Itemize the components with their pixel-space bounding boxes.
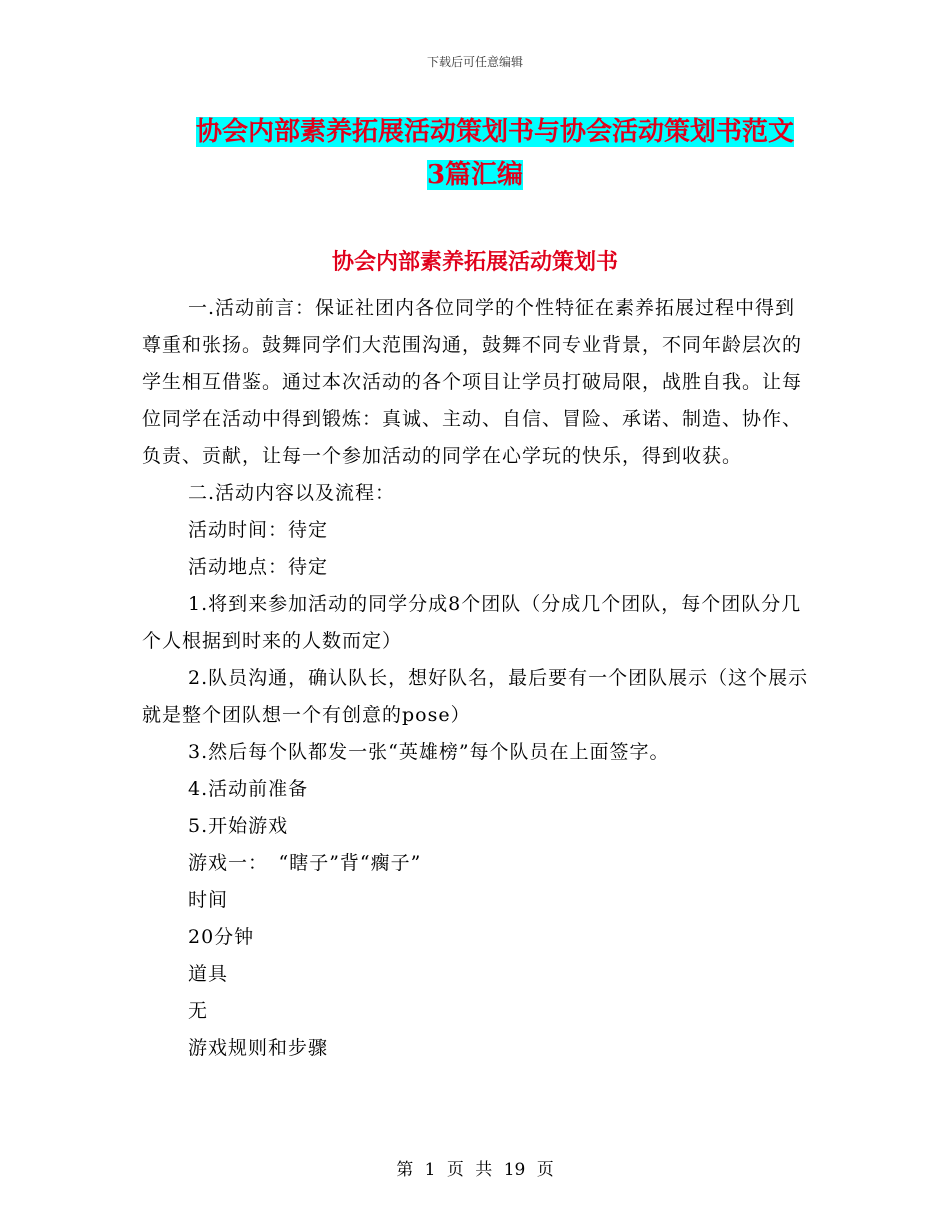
section-title: 协会内部素养拓展活动策划书 bbox=[331, 249, 618, 275]
paragraph-props-label: 道具 bbox=[188, 963, 229, 985]
paragraph-time: 活动时间：待定 bbox=[188, 519, 329, 541]
paragraph-step-4: 4.活动前准备 bbox=[188, 778, 309, 800]
document-title-line-1 bbox=[20, 112, 950, 152]
paragraph-place: 活动地点：待定 bbox=[188, 556, 329, 578]
title-highlight: 3篇汇编 bbox=[426, 160, 524, 190]
paragraph-duration: 20分钟 bbox=[188, 926, 255, 948]
paragraph-step-5: 5.开始游戏 bbox=[188, 815, 289, 837]
paragraph-step-3: 3.然后每个队都发一张“英雄榜”每个队员在上面签字。 bbox=[188, 741, 670, 763]
paragraph-content-heading: 二.活动内容以及流程： bbox=[188, 482, 396, 504]
document-body bbox=[142, 290, 810, 1067]
paragraph-game-1: 游戏一： “瞎子”背“瘸子” bbox=[188, 852, 422, 874]
page-footer: 第 1 页 共 19 页 bbox=[396, 1160, 554, 1180]
paragraph-time-label: 时间 bbox=[188, 889, 229, 911]
title-highlight: 协会内部素养拓展活动策划书与协会活动策划书范文 bbox=[195, 117, 794, 147]
paragraph-rules-label: 游戏规则和步骤 bbox=[188, 1037, 329, 1059]
paragraph-props-value: 无 bbox=[188, 1000, 209, 1022]
header-note: 下载后可任意编辑 bbox=[426, 55, 523, 69]
paragraph-step-2: 2.队员沟通，确认队长，想好队名，最后要有一个团队展示（这个展示就是整个团队想一个有创意的pose） bbox=[142, 667, 809, 726]
paragraph-step-1: 1.将到来参加活动的同学分成8个团队（分成几个团队，每个团队分几个人根据到时来的人数而定） bbox=[142, 593, 802, 652]
paragraph-intro: 一.活动前言：保证社团内各位同学的个性特征在素养拓展过程中得到尊重和张扬。鼓舞同学们大范围沟通，鼓舞不同专业背景，不同年龄层次的学生相互借鉴。通过本次活动的各个项目让学员打破局限，战胜自我。让每位同学在活动中得到锻炼：真诚、主动、自信、冒险、承诺、制造、协作、负责、贡献，让每一个参加活动的同学在心学玩的快乐，得到收获。 bbox=[142, 297, 803, 467]
document-title-line-2 bbox=[0, 155, 950, 195]
